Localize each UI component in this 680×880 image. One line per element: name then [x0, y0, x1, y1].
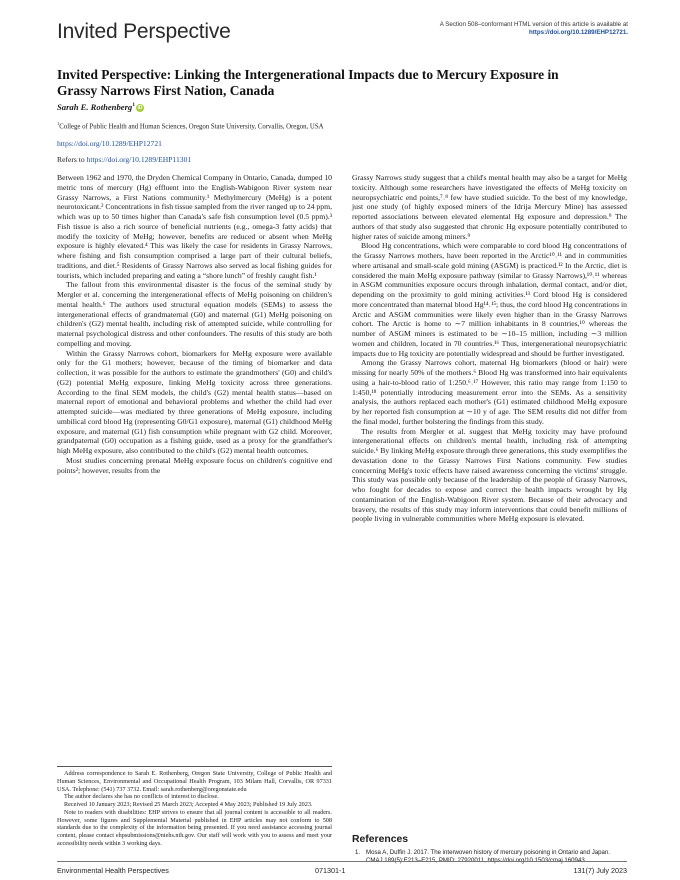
reference-number: 1.: [355, 849, 361, 856]
body-paragraph: Blood Hg concentrations, which were comparable to cord blood Hg concentrations of the Grassy Narrows mothers, have been reported in the Arctic¹⁰˒¹¹ and in communities where artisanal and small-scale gold mining (ASGM) is practiced.¹² In the Arctic, diet is considered the main MeHg exposure pathway (similar to Grassy Narrows),¹⁰˒¹¹ whereas in ASGM communities exposure occurs through inhalation, dermal contact, and/or diet, depending on the proximity to gold mining activities.¹³ Cord blood Hg is considered more concentrated than maternal blood Hg¹⁴˒¹⁵; thus, the cord blood Hg concentrations in Arctic and ASGM communities were likely even higher than in the Grassy Narrows cohort. The Arctic is home to ∼7 million inhabitants in 8 countries,¹⁰ whereas the number of ASGM miners is estimated to be ∼10–15 million, including ∼3 million women and children, located in 70 countries.¹⁶ Thus, intergenerational neuropsychiatric impacts due to Hg toxicity are potentially widespread and should be further investigated.: [352, 241, 627, 358]
footnote-divider: [57, 766, 332, 767]
refers-prefix: Refers to: [57, 155, 87, 164]
accessibility-note: Note to readers with disabilities: EHP strives to ensure that all journal content is accessible to all readers. However, some figures and Supplemental Material published in EHP articles may not conform to 508 standards due to the complexity of the information being presented. If you need assistance accessing journal content, please contact ehpsubmissions@niehs.nih.gov. Our staff will work with you to assess and meet your accessibility needs within 3 working days.: [57, 808, 332, 847]
footer-journal: Environmental Health Perspectives: [57, 866, 169, 875]
doi-line: [57, 139, 162, 148]
body-right-column: [352, 173, 627, 524]
affiliation-text: College of Public Health and Human Sciences, Oregon State University, Corvallis, Oregon, USA: [59, 123, 324, 131]
affiliation: [57, 121, 324, 130]
article-title: Invited Perspective: Linking the Intergenerational Impacts due to Mercury Exposure in Grassy Narrows First Nation, Canada: [57, 67, 559, 98]
footer-volume-issue: 131(7) July 2023: [573, 866, 627, 875]
section508-text: A Section 508–conformant HTML version of this article is available at: [439, 21, 628, 28]
body-paragraph: Among the Grassy Narrows cohort, maternal Hg biomarkers (blood or hair) were missing for nearly 50% of the mothers.⁶ Blood Hg was transformed into hair equivalents using a hair-to-blood ratio of 1:250.⁶˒¹⁷ However, this ratio may range from 1:150 to 1:450,¹⁸ potentially introducing measurement error into the SEMs. As a sensitivity analysis, the authors replaced each mother's (G1) estimated childhood MeHg exposure by her reported fish consumption at ∼10 y of age. The SEM results did not differ from the final model, further bolstering the findings from this study.: [352, 358, 627, 426]
orcid-icon[interactable]: iD: [137, 105, 143, 111]
footer-article-number: 071301-1: [315, 866, 346, 875]
references-heading: References: [352, 834, 409, 845]
footer-divider: [57, 861, 627, 862]
footnote-dates: Received 10 January 2023; Revised 25 March 2023; Accepted 4 May 2023; Published 19 July 2023.: [64, 801, 313, 808]
author-name: Sarah E. Rothenberg: [57, 102, 133, 112]
body-paragraph: Within the Grassy Narrows cohort, biomarkers for MeHg exposure were available only for the G1 mothers; however, because of the timing of biomarker and data collection, it was possible for the authors to estimate the grandmothers' (G0) and child's (G2) potential MeHg exposure, linking MeHg toxicity across three generations. According to the final SEM models, the child's (G2) mental health status—based on maternal report of emotional and behavioral problems and whether the child had ever attempted suicide—was mediated by three generations of MeHg exposure, including umbilical cord blood Hg (representing G0/G1 exposure), maternal (G1) childhood MeHg exposure, and maternal (G1) fish consumption while pregnant with G2 child. Moreover, grandpaternal (G0) occupation as a fishing guide, used as a proxy for the grandfather's high MeHg exposure, also contributed to the child's (G2) mental health outcomes.: [57, 348, 332, 455]
section508-note: [398, 21, 628, 37]
footnote-correspondence: Address correspondence to Sarah E. Rothenberg, Oregon State University, College of Public Health and Human Sciences, Environmental and Occupational Health Program, 103 Milam Hall, Corvallis, OR 97331 USA. Telephone: (541) 737 3732. Email: sarah.rothenberg@oregonstate.edu: [57, 770, 332, 793]
references-list: [352, 849, 627, 865]
refers-to-line: [57, 155, 191, 164]
doi-link[interactable]: https://doi.org/10.1289/EHP12721: [57, 139, 162, 148]
reference-item: [352, 849, 627, 865]
footnotes: [57, 766, 332, 848]
journal-section-title: Invited Perspective: [57, 20, 231, 43]
body-paragraph: The results from Mergler et al. suggest that MeHg toxicity may have profound intergenerational effects on children's mental health, including risk of attempting suicide.⁶ By linking MeHg exposure through three generations, this study exemplifies the devastation done to the Grassy Narrows First Nations community. Few studies concerning MeHg's toxic effects have raised awareness concerning the victims' struggle. This study was possible only because of the leadership of the people of Grassy Narrows, who fought for decades to expose and correct the health impacts wrought by Hg contamination of the English-Wabigoon River system. Because of their advocacy and bravery, the results of this study may inform interventions that could benefit millions of people living in vulnerable communities where MeHg exposure is elevated.: [352, 426, 627, 524]
body-paragraph: The fallout from this environmental disaster is the focus of the seminal study by Mergler et al. concerning the intergenerational effects of MeHg poisoning on children's mental health.⁶ The authors used structural equation models (SEMs) to assess the intergenerational effects of grandmaternal (G0) and maternal (G1) MeHg poisoning on children's (G2) mental health, including risk of attempted suicide, while controlling for maternal psychological distress and other confounders. The results of this study are both compelling and moving.: [57, 280, 332, 348]
body-paragraph: Grassy Narrows study suggest that a child's mental health may also be a target for MeHg toxicity. Although some researchers have investigated the effects of MeHg toxicity on neuropsychiatric end points,⁷˒⁸ few have studied suicide. To the best of my knowledge, just one study (of highly exposed miners of the Idrija Mercury Mine) has assessed reported associations between elevated elemental Hg exposure and depression.⁹ The authors of that study also suggested that chronic Hg exposure potentially contributed to higher rates of suicide among miners.⁹: [352, 173, 627, 241]
body-left-column: [57, 173, 332, 475]
section508-link[interactable]: https://doi.org/10.1289/EHP12721.: [528, 29, 628, 36]
author-line: [57, 102, 144, 112]
author-affil-sup: 1: [132, 102, 135, 109]
affiliation-sup: 1: [57, 121, 60, 126]
footnote-conflicts: The author declares she has no conflicts of interest to disclose.: [64, 793, 219, 801]
reference-text: Mosa A, Duffin J. 2017. The interwoven history of mercury poisoning in Ontario and Japan. CMAJ 189(5):E213–E215, PMID: 27920011, https://doi.org/10.1503/cmaj.160943.: [366, 849, 610, 864]
refers-link[interactable]: https://doi.org/10.1289/EHP11301: [86, 155, 192, 164]
body-paragraph: Between 1962 and 1970, the Dryden Chemical Company in Ontario, Canada, dumped 10 metric tons of mercury (Hg) effluent into the English-Wabigoon River system near Grassy Narrows, a First Nations community.¹ Methylmercury (MeHg) is a potent neurotoxicant.² Concentrations in fish tissue sampled from the river ranged up to 24 ppm, which was up to 50 times higher than Canada's safe fish consumption level (0.5 ppm).³ Fish tissue is also a rich source of beneficial nutrients (e.g., omega-3 fatty acids) that modify the toxicity of MeHg; however, benefits are reduced or absent when MeHg exposure is highly elevated.⁴ This was likely the case for residents in Grassy Narrows, where fishing and fish consumption comprised a large part of their cultural beliefs, traditions, and diet.⁵ Residents of Grassy Narrows also served as local fishing guides for tourists, which included preparing and eating a “shore lunch” of freshly caught fish.¹: [57, 173, 332, 280]
body-paragraph: Most studies concerning prenatal MeHg exposure focus on children's cognitive end points²; however, results from the: [57, 455, 332, 475]
